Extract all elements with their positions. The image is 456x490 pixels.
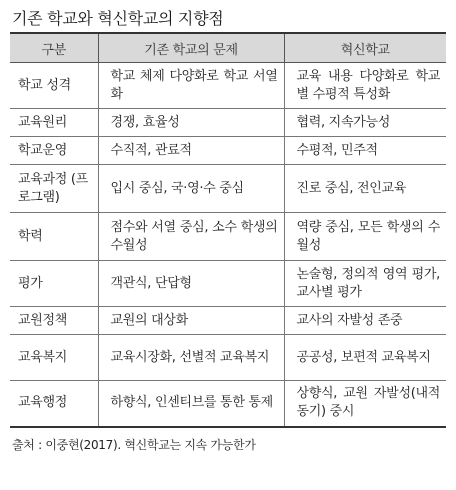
row-category: 교원정책 <box>10 307 98 335</box>
row-existing: 학교 체제 다양화로 학교 서열화 <box>98 63 284 109</box>
table-row <box>10 261 446 307</box>
row-innovation: 진로 중심, 전인교육 <box>284 165 446 213</box>
row-innovation: 공공성, 보편적 교육복지 <box>284 335 446 381</box>
row-innovation: 교사의 자발성 존중 <box>284 307 446 335</box>
row-existing: 경쟁, 효율성 <box>98 109 284 137</box>
row-existing: 점수와 서열 중심, 소수 학생의 수월성 <box>98 213 284 261</box>
table-row <box>10 63 446 109</box>
row-category: 평가 <box>10 261 98 307</box>
row-innovation: 상향식, 교원 자발성(내적 동기) 중시 <box>284 381 446 427</box>
table-header-row <box>10 33 446 63</box>
row-existing: 하향식, 인센티브를 통한 통제 <box>98 381 284 427</box>
row-existing: 객관식, 단답형 <box>98 261 284 307</box>
row-existing: 교육시장화, 선별적 교육복지 <box>98 335 284 381</box>
row-category: 교육복지 <box>10 335 98 381</box>
row-innovation: 협력, 지속가능성 <box>284 109 446 137</box>
header-category: 구분 <box>10 33 98 63</box>
row-category: 학교운영 <box>10 137 98 165</box>
row-innovation: 교육 내용 다양화로 학교별 수평적 특성화 <box>284 63 446 109</box>
row-innovation: 역량 중심, 모든 학생의 수월성 <box>284 213 446 261</box>
row-existing: 수직적, 관료적 <box>98 137 284 165</box>
row-category: 학교 성격 <box>10 63 98 109</box>
row-category: 교육과정 (프로그램) <box>10 165 98 213</box>
header-existing-school: 기존 학교의 문제 <box>98 33 284 63</box>
row-category: 학력 <box>10 213 98 261</box>
table-row <box>10 213 446 261</box>
row-innovation: 수평적, 민주적 <box>284 137 446 165</box>
comparison-table <box>10 32 446 428</box>
source-citation: 출처 : 이중현(2017). 혁신학교는 지속 가능한가 <box>12 437 256 452</box>
row-existing: 교원의 대상화 <box>98 307 284 335</box>
row-category: 교육원리 <box>10 109 98 137</box>
header-innovation-school: 혁신학교 <box>284 33 446 63</box>
table-row <box>10 307 446 335</box>
table-row <box>10 137 446 165</box>
row-innovation: 논술형, 정의적 영역 평가, 교사별 평가 <box>284 261 446 307</box>
row-existing: 입시 중심, 국·영·수 중심 <box>98 165 284 213</box>
row-category: 교육행정 <box>10 381 98 427</box>
table-row <box>10 381 446 427</box>
document-title: 기존 학교와 혁신학교의 지향점 <box>12 9 224 28</box>
table-row <box>10 109 446 137</box>
table-row <box>10 335 446 381</box>
table-row <box>10 165 446 213</box>
